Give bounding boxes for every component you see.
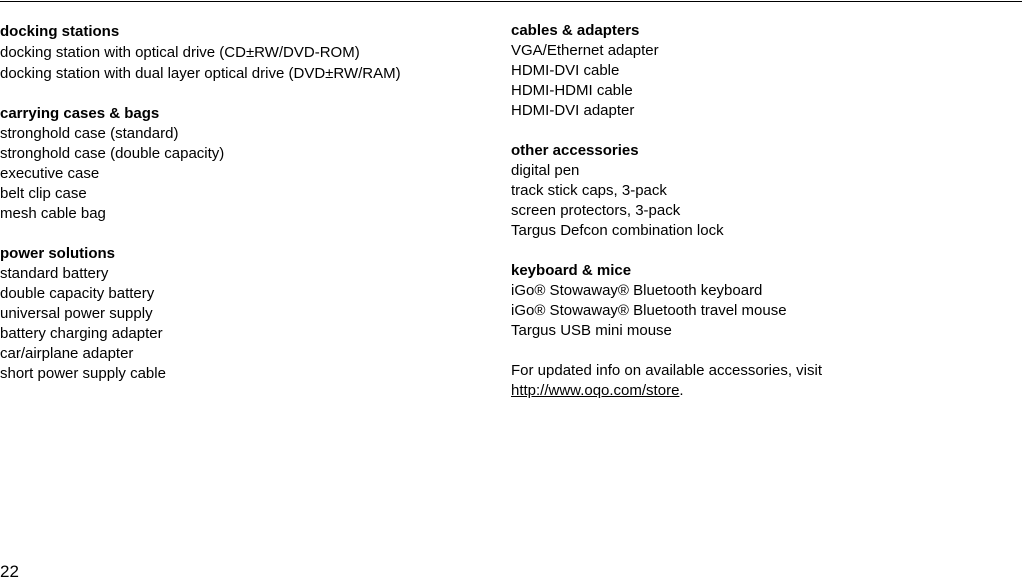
section-title: cables & adapters bbox=[511, 22, 640, 39]
list-item: Targus USB mini mouse bbox=[511, 322, 672, 339]
list-item: double capacity battery bbox=[0, 285, 155, 302]
list-item: car/airplane adapter bbox=[0, 345, 134, 362]
section-power-solutions bbox=[0, 244, 500, 384]
section-title: carrying cases & bags bbox=[0, 105, 160, 122]
item-list bbox=[511, 41, 1011, 121]
list-item: stronghold case (double capacity) bbox=[0, 145, 225, 162]
list-item: HDMI-DVI cable bbox=[511, 62, 620, 79]
page-number: 22 bbox=[0, 562, 19, 581]
top-rule bbox=[0, 1, 1022, 2]
item-list bbox=[511, 161, 1011, 241]
list-item: iGo® Stowaway® Bluetooth travel mouse bbox=[511, 302, 787, 319]
store-note bbox=[511, 361, 1011, 401]
section-other-accessories bbox=[511, 141, 1011, 241]
section-cables-adapters bbox=[511, 21, 1011, 121]
list-item: short power supply cable bbox=[0, 365, 166, 382]
list-item: screen protectors, 3-pack bbox=[511, 202, 681, 219]
store-note-text: For updated info on available accessories, visit bbox=[511, 362, 823, 379]
list-item: docking station with dual layer optical drive (DVD±RW/RAM) bbox=[0, 65, 401, 82]
section-title: power solutions bbox=[0, 245, 116, 262]
list-item: mesh cable bag bbox=[0, 205, 106, 222]
list-item: HDMI-DVI adapter bbox=[511, 102, 635, 119]
list-item: track stick caps, 3-pack bbox=[511, 182, 667, 199]
list-item: executive case bbox=[0, 165, 100, 182]
list-item: iGo® Stowaway® Bluetooth keyboard bbox=[511, 282, 763, 299]
section-title: other accessories bbox=[511, 142, 639, 159]
list-item: universal power supply bbox=[0, 305, 153, 322]
section-title: keyboard & mice bbox=[511, 262, 632, 279]
list-item: docking station with optical drive (CD±RW/DVD-ROM) bbox=[0, 44, 360, 61]
list-item: standard battery bbox=[0, 265, 109, 282]
store-note-suffix: . bbox=[679, 382, 684, 399]
list-item: stronghold case (standard) bbox=[0, 125, 179, 142]
list-item: digital pen bbox=[511, 162, 580, 179]
section-docking-stations bbox=[0, 21, 500, 84]
right-column bbox=[511, 21, 1011, 401]
item-list bbox=[0, 124, 500, 224]
list-item: battery charging adapter bbox=[0, 325, 163, 342]
list-item: VGA/Ethernet adapter bbox=[511, 42, 659, 59]
store-link[interactable]: http://www.oqo.com/store bbox=[511, 382, 680, 399]
section-title: docking stations bbox=[0, 23, 120, 40]
left-column bbox=[0, 21, 500, 404]
item-list bbox=[0, 264, 500, 384]
item-list bbox=[511, 281, 1011, 341]
list-item: belt clip case bbox=[0, 185, 87, 202]
list-item: HDMI-HDMI cable bbox=[511, 82, 633, 99]
item-list bbox=[0, 42, 500, 84]
section-carrying-cases bbox=[0, 104, 500, 224]
list-item: Targus Defcon combination lock bbox=[511, 222, 724, 239]
section-keyboard-mice bbox=[511, 261, 1011, 341]
